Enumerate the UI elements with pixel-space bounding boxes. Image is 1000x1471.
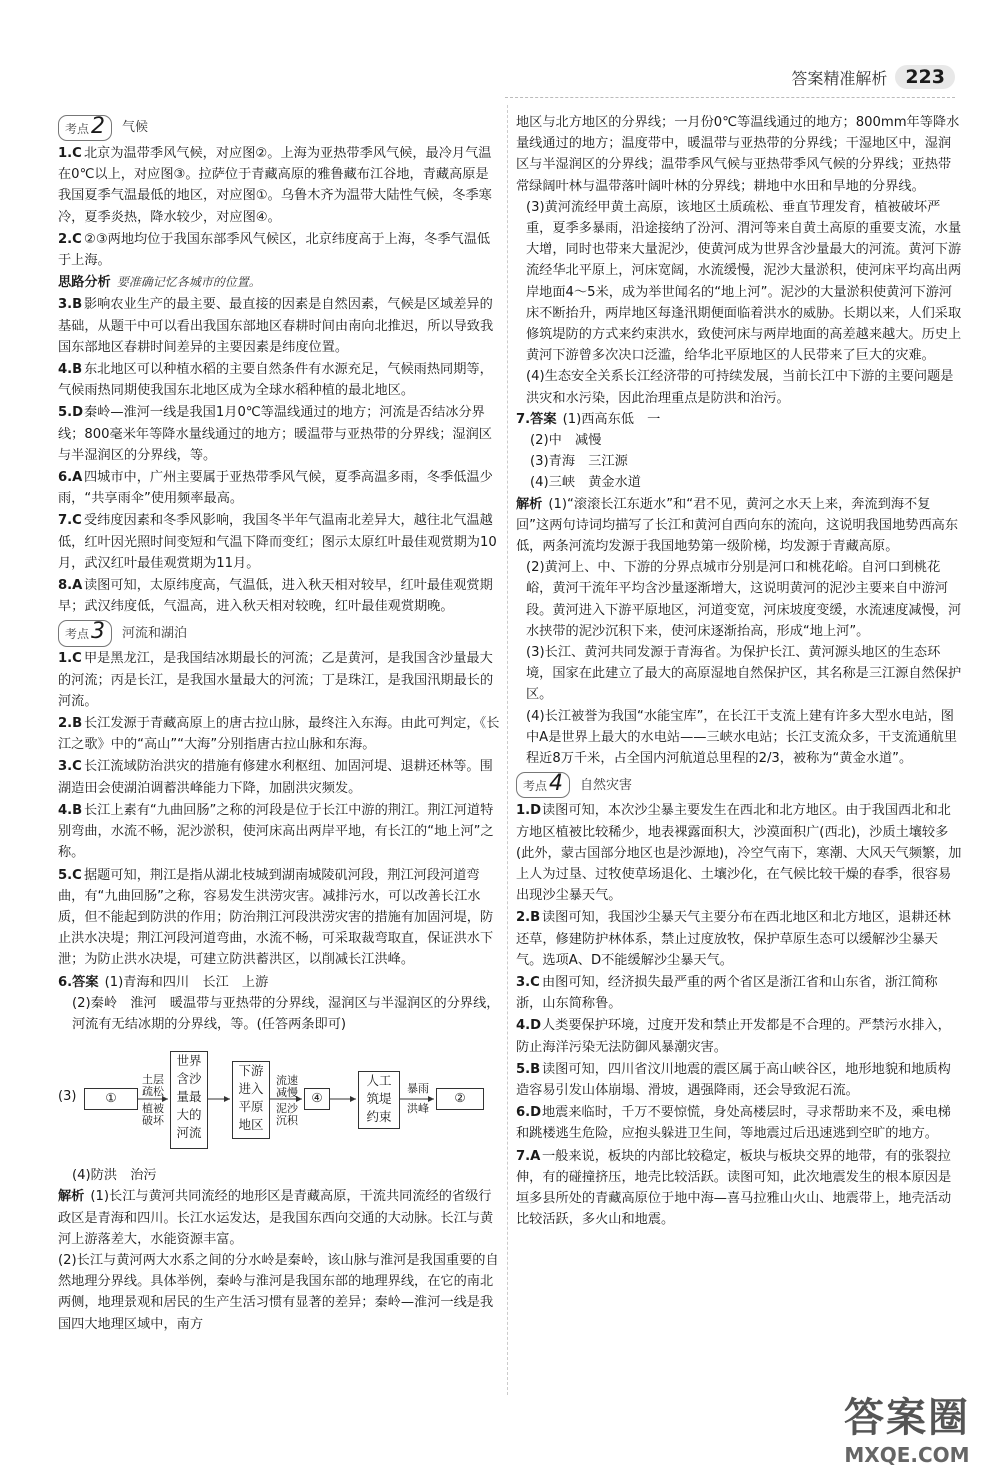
answer-item — [516, 800, 962, 906]
answer-label: 7.答案 — [516, 411, 557, 427]
answer-number: 1.D — [516, 803, 542, 819]
answer-text: 一般来说，板块的内部比较稳定，板块与板块交界的地带，有的张裂拉伸，有的碰撞挤压，地壳比较活跃。读图可知，此次地震发生的根本原因是垣多县所处的青藏高原位于地中海—喜马拉雅山火山、地震带上，地壳活动比较活跃，多火山和地震。 — [516, 1148, 952, 1228]
section-tag-label: 考点 — [65, 627, 90, 642]
flow-diagram — [58, 1039, 500, 1159]
analysis-text: (3)黄河流经甲黄土高原，该地区土质疏松、垂直节理发育，植被破坏严重，夏季多暴雨，沿途接纳了汾河、渭河等来自黄土高原的重要支流，水量大增，同时也带来大量泥沙，使黄河成为世界含沙量最大的河流。黄河下游流经华北平原上，河床宽阔，水流缓慢，泥沙大量淤积，使河床平均高出两岸地面4～5米，成为举世闻名的“地上河”。泥沙的大量淤积使黄河下游河床不断抬升，两岸地区每逢汛期便面临着洪水的威胁。长期以来，人们采取修筑堤防的方式来约束洪水，致使河床与两岸地面的高差越来越大。历史上黄河下游曾多次决口泛滥，给华北平原地区的人民带来了巨大的灾难。 — [526, 199, 962, 364]
diagram-box-downstream: 下游 进入 平原 地区 — [232, 1061, 270, 1139]
diagram-box-4: ④ — [304, 1088, 330, 1110]
analysis-text: (1)长江与黄河共同流经的地形区是青藏高原，干流共同流经的省级行政区是青海和四川。长江水运发达，是我国东西向交通的大动脉。长江与黄河上游落差大，水能资源丰富。 — [58, 1189, 494, 1247]
header-title: 答案精准解析 — [791, 68, 888, 88]
answer-number: 3.C — [58, 759, 82, 775]
page-number: 223 — [895, 65, 955, 89]
section-3-answers — [58, 648, 500, 970]
section-2-answers — [58, 143, 500, 617]
diagram-label-soil: 土层 疏松 — [142, 1073, 164, 1099]
answer-item — [58, 467, 500, 509]
answer-item — [58, 865, 500, 971]
answer-number: 2.C — [58, 231, 82, 247]
section-tag-number: 2 — [91, 113, 106, 139]
section-title: 自然灾害 — [580, 777, 633, 793]
answer-text: 长江流域防治洪灾的措施有修建水利枢纽、加固河堤、退耕还林等。围湖造田会使湖泊调蓄洪峰能力下降，加剧洪灾频发。 — [58, 759, 493, 796]
answer-text: 要准确记忆各城市的位置。 — [116, 275, 261, 290]
diagram-label-velocity: 流速 减慢 — [276, 1074, 298, 1100]
section-4-answers — [516, 800, 962, 1230]
answer-item — [58, 648, 500, 712]
answer-text: 影响农业生产的最主要、最直接的因素是自然因素，气候是区域差异的基础，从题干中可以看出我国东部地区春耕时间由南向北推迟，所以导致我国东部地区春耕时间差异的主要因素是纬度位置。 — [58, 297, 494, 355]
section-heading-4 — [516, 773, 962, 797]
analysis-label: 解析 — [516, 496, 543, 512]
answer-label: 6.答案 — [58, 974, 99, 990]
analysis-text: (2)长江与黄河两大水系之间的分水岭是秦岭，该山脉与淮河是我国重要的自然地理分界线。具体举例，秦岭与淮河是我国东部的地理界线，在它的南北两侧，地理景观和居民的生产生活习惯有显著的差异；秦岭—淮河一线是我国四大地理区域中，南方 — [58, 1252, 499, 1332]
answer-item — [58, 359, 500, 401]
answer-line: (2)中 减慢 — [530, 433, 602, 449]
answer-text: 秦岭—淮河一线是我国1月0℃等温线通过的地方；河流是否结冰分界线；800毫米年等降水量线通过的地方；暖温带与亚热带的分界线；湿润区与半湿润区的分界线，等。 — [58, 405, 492, 463]
diagram-label-deposit: 泥沙 沉积 — [276, 1102, 298, 1128]
answer-item — [516, 907, 962, 971]
answer-line: (4)三峡 黄金水道 — [530, 475, 641, 491]
answer-number: 5.D — [58, 405, 84, 421]
answer-item — [58, 575, 500, 617]
section-title: 河流和湖泊 — [122, 625, 188, 641]
answer-number: 1.C — [58, 146, 82, 161]
answer-number: 4.B — [58, 802, 83, 818]
analysis-label: 思路分析 — [58, 275, 111, 291]
answer-text: 读图可知，四川省汶川地震的震区属于高山峡谷区，地形地貌和地质构造容易引发山体崩塌、滑坡，遇强降雨，还会导致泥石流。 — [516, 1061, 951, 1098]
answer-number: 1.C — [58, 651, 82, 667]
answer-text: 长江发源于青藏高原上的唐古拉山脉，最终注入东海。由此可判定，《长江之歌》中的“高山”“大海”分别指唐古拉山脉和东海。 — [58, 716, 500, 753]
answer-item — [58, 294, 500, 358]
answer-text: 由图可知，经济损失最严重的两个省区是浙江省和山东省，浙江简称浙，山东简称鲁。 — [516, 974, 938, 1012]
answer-item — [58, 272, 500, 293]
answer-item — [58, 756, 500, 798]
answer-number: 4.D — [516, 1018, 542, 1034]
answer-text: 受纬度因素和冬季风影响，我国冬半年气温南北差异大，越往北气温越低，红叶因光照时间变短和气温下降而变红；图示太原红叶最佳观赏期为10月，武汉红叶最佳观赏期为11月。 — [58, 513, 497, 571]
left-column — [58, 112, 500, 1335]
answer-item — [58, 713, 500, 755]
section-tag — [516, 772, 570, 798]
section-title: 气候 — [122, 120, 149, 136]
column-divider — [507, 105, 508, 1395]
watermark-text: 答案圈 — [844, 1395, 970, 1441]
section-tag — [58, 115, 112, 141]
answer-text: 人类要保护环境，过度开发和禁止开发都是不合理的。严禁污水排入，防止海洋污染无法防御风暴潮灾害。 — [516, 1018, 951, 1055]
answer-item — [516, 972, 962, 1014]
answer-line: (1)青海和四川 长江 上游 — [104, 974, 269, 990]
analysis-text: (3)长江、黄河共同发源于青海省。为保护长江、黄河源头地区的生态环境，国家在此建立了最大的高原湿地自然保护区，其名称是三江源自然保护区。 — [526, 645, 962, 703]
diagram-label-flood: 洪峰 — [407, 1102, 429, 1116]
watermark-url: MXQE.COM — [844, 1443, 970, 1467]
answer-number: 5.B — [516, 1061, 541, 1077]
answer-item — [516, 1015, 962, 1057]
diagram-label-vegetation: 植被 破坏 — [142, 1102, 164, 1128]
answer-number: 6.D — [516, 1105, 542, 1121]
answer-text: 东北地区可以种植水稻的主要自然条件有水源充足，气候雨热同期等，气候雨热同期使我国东北地区成为全球水稻种植的最北地区。 — [58, 362, 493, 399]
answer-item — [58, 143, 500, 228]
answer-number: 6.A — [58, 470, 83, 486]
answer-number: 7.A — [516, 1148, 541, 1164]
answer-item — [516, 1146, 962, 1231]
answer-text: 甲是黑龙江，是我国结冰期最长的河流；乙是黄河，是我国含沙量最大的河流；丙是长江，是我国水量最大的河流；丁是珠江，是我国汛期最长的河流。 — [58, 651, 494, 709]
question-7 — [516, 409, 962, 769]
answer-number: 2.B — [516, 910, 541, 926]
analysis-text: (4)生态安全关系长江经济带的可持续发展，当前长江中下游的主要问题是洪灾和水污染，因此治理重点是防洪和治污。 — [526, 369, 954, 406]
diagram-box-1: ① — [84, 1088, 138, 1110]
question-6 — [58, 972, 500, 1335]
answer-item — [516, 1059, 962, 1101]
section-heading-2 — [58, 113, 500, 140]
section-tag-number: 4 — [549, 771, 564, 797]
section-tag-label: 考点 — [65, 121, 90, 136]
answer-text: 读图可知，我国沙尘暴天气主要分布在西北地区和北方地区，退耕还林还草，修建防护林体系，禁止过度放牧，保护草原生态可以缓解沙尘暴天气。选项A、D不能缓解沙尘暴天气。 — [516, 910, 951, 968]
answer-line: (3)青海 三江源 — [530, 454, 628, 470]
answer-number: 2.B — [58, 716, 83, 732]
header-rule — [505, 97, 955, 98]
answer-text: 四城市中，广州主要属于亚热带季风气候，夏季高温多雨，冬季低温少雨，“共享雨伞”使用频率最高。 — [58, 470, 493, 507]
answer-line: (2)秦岭 淮河 暖温带与亚热带的分界线，湿润区与半湿润区的分界线，河流有无结冰期的分界线，等。(任答两条即可) — [72, 995, 500, 1032]
answer-text: 据题可知，荆江是指从湖北枝城到湖南城陵矶河段，荆江河段河道弯曲，有“九曲回肠”之称，容易发生洪涝灾害。减排污水，可以改善长江水质，但不能起到防洪的作用；防治荆江河段洪涝灾害的措施有加固河堤，防止洪水决堤；荆江河段河道弯曲，水流不畅，可采取裁弯取直，保证洪水下泄；为防止洪水决堤，可建立防洪蓄洪区，以削减长江洪峰。 — [58, 867, 494, 968]
answer-item — [58, 510, 500, 574]
diagram-box-levee: 人工 筑堤 约束 — [358, 1071, 400, 1129]
page-header — [791, 64, 955, 90]
diagram-box-2: ② — [436, 1088, 484, 1110]
diagram-box-sediment: 世界 含沙 量最 大的 河流 — [170, 1051, 208, 1149]
answer-text: 读图可知，本次沙尘暴主要发生在西北和北方地区。由于我国西北和北方地区植被比较稀少，地表裸露面积大，沙漠面积广(西北)，沙质土壤较多(此外，蒙古国部分地区也是沙源地)，冷空气南下，寒潮、大风天气频繁，加上人为过垦、过牧使草场退化、土壤沙化，在气候比较干燥的春季，很容易出现沙尘暴天气。 — [516, 803, 962, 904]
answer-item — [58, 800, 500, 864]
answer-text: 北京为温带季风气候，对应图②。上海为亚热带季风气候，最冷月气温在0℃以上，对应图③。拉萨位于青藏高原的雅鲁藏布江谷地，青藏高原是我国夏季气温最低的地区，对应图①。乌鲁木齐为温带大陆性气候，冬季寒冷，夏季炎热，降水较少，对应图④。 — [58, 146, 492, 225]
answer-number: 3.C — [516, 974, 540, 990]
answer-text: 地震来临时，千万不要惊慌，身处高楼层时，寻求帮助来不及，乘电梯和跳楼逃生危险，应抱头躲进卫生间，等地震过后迅速逃到空旷的地方。 — [516, 1105, 951, 1142]
answer-line: (1)西高东低 一 — [562, 411, 661, 427]
analysis-text: (1)“滚滚长江东逝水”和“君不见，黄河之水天上来，奔流到海不复回”这两句诗词均描写了长江和黄河自西向东的流向，这说明我国地势西高东低，两条河流均发源于我国地势第一级阶梯，均发源于青藏高原。 — [516, 496, 959, 555]
answer-number: 5.C — [58, 867, 82, 883]
analysis-text: (4)长江被誉为我国“水能宝库”，在长江干支流上建有许多大型水电站，图中A是世界上最大的水电站——三峡水电站；长江支流众多，干支流通航里程近8万千米，占全国内河航道总里程的2/3，被称为“黄金水道”。 — [526, 708, 958, 767]
section-tag-number: 3 — [91, 619, 106, 645]
answer-number: 4.B — [58, 362, 83, 378]
section-heading-3 — [58, 621, 500, 645]
analysis-continued: 地区与北方地区的分界线；一月份0℃等温线通过的地方；800mm年等降水量线通过的地方；温度带中，暖温带与亚热带的分界线；干湿地区中，湿润区与半湿润区的分界线；温带季风气候与亚热带季风气候的分界线；亚热带常绿阔叶林与温带落叶阔叶林的分界线；耕地中水田和旱地的分界线。 — [516, 115, 960, 194]
answer-item — [58, 229, 500, 271]
watermark-logo — [844, 1386, 970, 1467]
answer-item — [516, 1102, 962, 1144]
answer-item — [58, 402, 500, 466]
section-tag — [58, 620, 112, 646]
section-tag-label: 考点 — [523, 779, 548, 794]
answer-number: 3.B — [58, 297, 83, 313]
answer-text: 读图可知，太原纬度高，气温低，进入秋天相对较早，红叶最佳观赏期早；武汉纬度低，气温高，进入秋天相对较晚，红叶最佳观赏期晚。 — [58, 578, 493, 615]
answer-line: (4)防洪 治污 — [72, 1168, 157, 1184]
answer-text: 长江上素有“九曲回肠”之称的河段是位于长江中游的荆江。荆江河道特别弯曲，水流不畅，泥沙淤积，使河床高出两岸平地，有长江的“地上河”之称。 — [58, 802, 494, 861]
analysis-label: 解析 — [58, 1189, 85, 1205]
analysis-text: (2)黄河上、中、下游的分界点城市分别是河口和桃花峪。自河口到桃花峪，黄河干流年平均含沙量逐渐增大，这说明黄河的泥沙主要来自中游河段。黄河进入下游平原地区，河道变宽，河床坡度变缓，水流速度减慢，河水挟带的泥沙沉积下来，使河床逐渐抬高，形成“地上河”。 — [526, 560, 962, 639]
answer-number: 7.C — [58, 513, 82, 529]
answer-number: 8.A — [58, 578, 83, 594]
answer-text: ②③两地均位于我国东部季风气候区，北京纬度高于上海，冬季气温低于上海。 — [58, 231, 491, 269]
diagram-label-rain: 暴雨 — [407, 1082, 429, 1096]
right-column — [516, 112, 962, 1231]
diagram-prefix: (3) — [58, 1089, 77, 1105]
